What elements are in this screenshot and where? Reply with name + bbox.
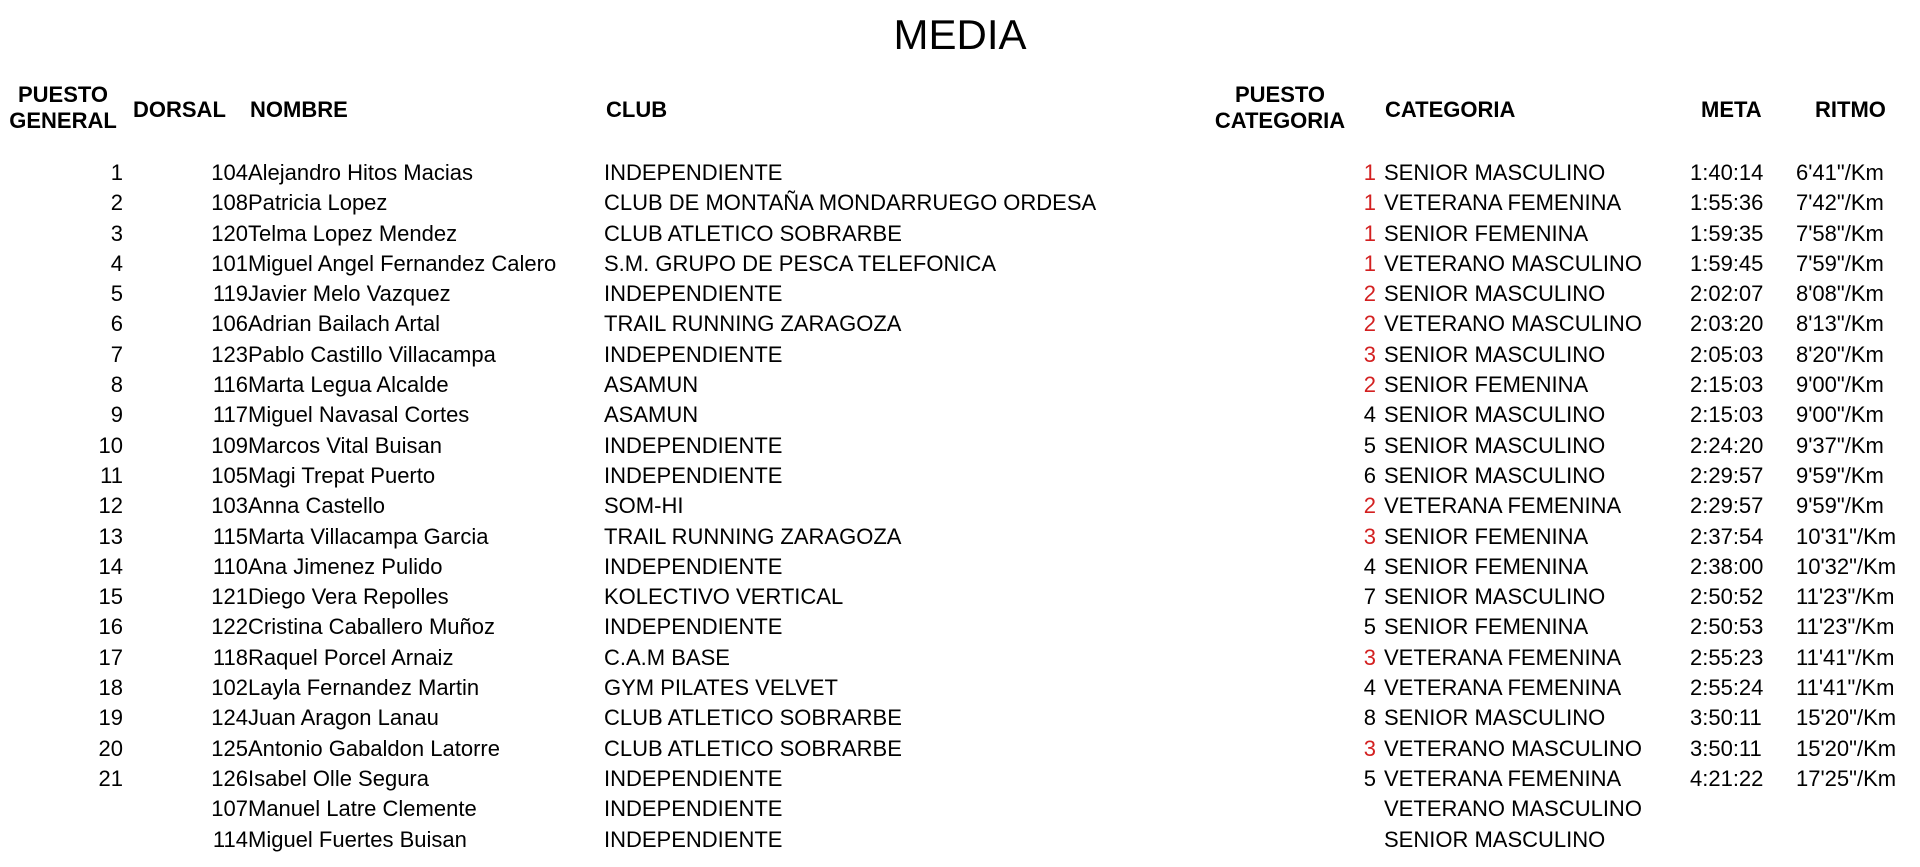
cell-dorsal: 103 <box>211 493 248 519</box>
cell-categoria: SENIOR MASCULINO <box>1384 462 1606 488</box>
cell-puesto-categoria: 1 <box>1363 220 1376 246</box>
cell-ritmo: 7'58"/Km <box>1796 220 1884 246</box>
cell-club: SOM-HI <box>604 493 684 519</box>
cell-ritmo: 8'20"/Km <box>1796 341 1884 367</box>
cell-categoria: SENIOR MASCULINO <box>1384 160 1606 185</box>
cell-dorsal: 126 <box>211 765 248 791</box>
cell-ritmo: 8'13"/Km <box>1796 311 1884 337</box>
header-nombre: NOMBRE <box>250 97 348 122</box>
table-row <box>0 370 1920 400</box>
cell-club: CLUB DE MONTAÑA MONDARRUEGO ORDESA <box>604 190 1097 216</box>
cell-nombre: Miguel Angel Fernandez Calero <box>248 250 557 276</box>
cell-nombre: Juan Aragon Lanau <box>248 705 439 731</box>
header-dorsal: DORSAL <box>133 97 226 122</box>
cell-club: CLUB ATLETICO SOBRARBE <box>604 220 902 246</box>
cell-ritmo: 15'20"/Km <box>1796 705 1897 731</box>
cell-puesto-general: 17 <box>98 644 123 670</box>
header-puesto-categoria-line2: CATEGORIA <box>1214 108 1346 133</box>
cell-meta: 3:50:11 <box>1690 705 1762 731</box>
cell-ritmo: 11'41"/Km <box>1796 675 1895 701</box>
cell-puesto-general: 3 <box>110 220 123 246</box>
cell-categoria: VETERANO MASCULINO <box>1384 250 1642 276</box>
cell-puesto-categoria: 3 <box>1363 735 1376 761</box>
cell-meta: 2:37:54 <box>1690 523 1764 549</box>
cell-club: INDEPENDIENTE <box>604 553 783 579</box>
cell-nombre: Raquel Porcel Arnaiz <box>248 644 454 670</box>
table-row <box>0 249 1920 279</box>
cell-nombre: Miguel Navasal Cortes <box>248 402 470 428</box>
cell-ritmo: 9'59"/Km <box>1796 462 1884 488</box>
header-puesto-general-line2: GENERAL <box>9 108 117 133</box>
cell-ritmo: 8'08"/Km <box>1796 281 1884 307</box>
cell-puesto-general: 4 <box>110 250 123 276</box>
cell-categoria: VETERANA FEMENINA <box>1384 644 1622 670</box>
cell-puesto-categoria: 4 <box>1363 402 1376 428</box>
cell-nombre: Telma Lopez Mendez <box>248 220 458 246</box>
cell-club: CLUB ATLETICO SOBRARBE <box>604 705 902 731</box>
table-row <box>0 461 1920 491</box>
cell-meta: 2:55:23 <box>1690 644 1764 670</box>
cell-puesto-categoria: 4 <box>1363 553 1376 579</box>
cell-nombre: Adrian Bailach Artal <box>248 311 440 337</box>
page-title: MEDIA <box>893 11 1027 58</box>
cell-dorsal: 125 <box>211 735 248 761</box>
cell-meta: 1:59:35 <box>1690 220 1764 246</box>
cell-ritmo: 7'42"/Km <box>1796 190 1884 216</box>
header-puesto-categoria-line1: PUESTO <box>1234 82 1326 107</box>
cell-puesto-categoria: 2 <box>1363 493 1376 519</box>
cell-nombre: Layla Fernandez Martin <box>248 675 480 701</box>
table-row <box>0 309 1920 339</box>
cell-nombre: Magi Trepat Puerto <box>248 462 436 488</box>
cell-puesto-general: 10 <box>98 432 123 458</box>
cell-nombre: Diego Vera Repolles <box>248 584 449 610</box>
cell-dorsal: 117 <box>212 402 248 428</box>
cell-categoria: VETERANO MASCULINO <box>1384 796 1642 822</box>
header-puesto-general <box>8 82 118 134</box>
cell-meta: 2:55:24 <box>1690 675 1764 701</box>
cell-meta: 2:29:57 <box>1690 493 1764 519</box>
cell-nombre: Ana Jimenez Pulido <box>248 553 443 579</box>
cell-club: C.A.M BASE <box>604 644 730 670</box>
cell-club: ASAMUN <box>604 372 699 398</box>
cell-dorsal: 120 <box>211 220 248 246</box>
table-row <box>0 582 1920 612</box>
cell-puesto-categoria: 3 <box>1363 644 1376 670</box>
cell-puesto-general: 14 <box>98 553 123 579</box>
cell-puesto-general: 1 <box>110 160 123 185</box>
cell-meta: 2:15:03 <box>1690 372 1764 398</box>
cell-ritmo: 10'32"/Km <box>1796 553 1897 579</box>
table-row <box>0 673 1920 703</box>
table-row <box>0 552 1920 582</box>
cell-categoria: VETERANO MASCULINO <box>1384 735 1642 761</box>
cell-meta: 2:38:00 <box>1690 553 1764 579</box>
cell-club: GYM PILATES VELVET <box>604 675 838 701</box>
cell-categoria: VETERANA FEMENINA <box>1384 765 1622 791</box>
cell-dorsal: 115 <box>212 523 248 549</box>
table-row <box>0 643 1920 673</box>
cell-dorsal: 110 <box>212 553 248 579</box>
cell-ritmo: 7'59"/Km <box>1796 250 1884 276</box>
cell-dorsal: 119 <box>212 281 248 307</box>
cell-club: KOLECTIVO VERTICAL <box>604 584 844 610</box>
cell-meta: 2:50:52 <box>1690 584 1764 610</box>
cell-club: INDEPENDIENTE <box>604 614 783 640</box>
table-row <box>0 431 1920 461</box>
cell-meta: 4:21:22 <box>1690 765 1764 791</box>
cell-puesto-categoria: 3 <box>1363 341 1376 367</box>
cell-dorsal: 104 <box>211 160 248 185</box>
cell-dorsal: 123 <box>211 341 248 367</box>
table-row <box>0 734 1920 764</box>
cell-ritmo: 6'41"/Km <box>1796 160 1884 185</box>
cell-club: INDEPENDIENTE <box>604 281 783 307</box>
cell-club: INDEPENDIENTE <box>604 432 783 458</box>
cell-meta: 2:50:53 <box>1690 614 1764 640</box>
cell-categoria: VETERANA FEMENINA <box>1384 190 1622 216</box>
cell-categoria: SENIOR MASCULINO <box>1384 432 1606 458</box>
cell-club: INDEPENDIENTE <box>604 796 783 822</box>
cell-categoria: SENIOR FEMENINA <box>1384 220 1589 246</box>
cell-categoria: VETERANO MASCULINO <box>1384 311 1642 337</box>
cell-club: INDEPENDIENTE <box>604 826 783 852</box>
cell-ritmo: 11'41"/Km <box>1796 644 1895 670</box>
cell-puesto-general: 15 <box>98 584 123 610</box>
cell-dorsal: 114 <box>212 826 248 852</box>
cell-puesto-general: 12 <box>98 493 123 519</box>
cell-puesto-general: 8 <box>110 372 123 398</box>
cell-meta: 2:05:03 <box>1690 341 1764 367</box>
cell-dorsal: 101 <box>211 250 248 276</box>
table-row <box>0 158 1920 188</box>
cell-puesto-categoria: 8 <box>1363 705 1376 731</box>
cell-ritmo: 15'20"/Km <box>1796 735 1897 761</box>
cell-ritmo: 9'00"/Km <box>1796 372 1884 398</box>
table-row <box>0 703 1920 733</box>
cell-nombre: Miguel Fuertes Buisan <box>248 826 467 852</box>
cell-meta: 1:40:14 <box>1690 160 1764 185</box>
cell-dorsal: 108 <box>211 190 248 216</box>
cell-puesto-categoria: 2 <box>1363 372 1376 398</box>
cell-nombre: Isabel Olle Segura <box>248 765 429 791</box>
cell-puesto-categoria: 1 <box>1363 190 1376 216</box>
cell-categoria: SENIOR MASCULINO <box>1384 705 1606 731</box>
cell-categoria: VETERANA FEMENINA <box>1384 675 1622 701</box>
cell-categoria: SENIOR MASCULINO <box>1384 584 1606 610</box>
cell-ritmo: 9'59"/Km <box>1796 493 1884 519</box>
cell-meta: 1:59:45 <box>1690 250 1764 276</box>
cell-nombre: Marta Villacampa Garcia <box>248 523 489 549</box>
cell-categoria: SENIOR MASCULINO <box>1384 826 1606 852</box>
cell-dorsal: 116 <box>212 372 248 398</box>
cell-dorsal: 121 <box>211 584 248 610</box>
cell-categoria: VETERANA FEMENINA <box>1384 493 1622 519</box>
cell-puesto-general: 7 <box>110 341 123 367</box>
cell-club: INDEPENDIENTE <box>604 462 783 488</box>
table-row <box>0 522 1920 552</box>
header-categoria: CATEGORIA <box>1385 97 1516 122</box>
header-puesto-categoria <box>1205 82 1355 134</box>
cell-puesto-general: 2 <box>110 190 123 216</box>
results-table-body <box>0 158 1920 855</box>
cell-puesto-categoria: 5 <box>1363 614 1376 640</box>
cell-club: INDEPENDIENTE <box>604 341 783 367</box>
cell-dorsal: 102 <box>211 675 248 701</box>
table-row <box>0 764 1920 794</box>
cell-ritmo: 9'00"/Km <box>1796 402 1884 428</box>
table-row <box>0 279 1920 309</box>
cell-puesto-categoria: 2 <box>1363 311 1376 337</box>
cell-ritmo: 11'23"/Km <box>1796 614 1895 640</box>
cell-puesto-general: 21 <box>98 765 123 791</box>
cell-nombre: Antonio Gabaldon Latorre <box>248 735 500 761</box>
cell-puesto-categoria: 6 <box>1363 462 1376 488</box>
cell-categoria: SENIOR MASCULINO <box>1384 402 1606 428</box>
cell-categoria: SENIOR FEMENINA <box>1384 372 1589 398</box>
cell-nombre: Marcos Vital Buisan <box>248 432 443 458</box>
table-row <box>0 219 1920 249</box>
cell-ritmo: 10'31"/Km <box>1796 523 1897 549</box>
cell-puesto-categoria: 5 <box>1363 432 1376 458</box>
cell-meta: 2:02:07 <box>1690 281 1764 307</box>
cell-meta: 3:50:11 <box>1690 735 1762 761</box>
cell-ritmo: 17'25"/Km <box>1796 765 1897 791</box>
cell-puesto-categoria: 3 <box>1363 523 1376 549</box>
cell-club: INDEPENDIENTE <box>604 160 783 185</box>
cell-puesto-general: 6 <box>110 311 123 337</box>
cell-categoria: SENIOR MASCULINO <box>1384 341 1606 367</box>
cell-dorsal: 109 <box>211 432 248 458</box>
header-ritmo: RITMO <box>1815 97 1886 122</box>
cell-ritmo: 9'37"/Km <box>1796 432 1884 458</box>
table-row <box>0 491 1920 521</box>
cell-nombre: Javier Melo Vazquez <box>248 281 451 307</box>
cell-ritmo: 11'23"/Km <box>1796 584 1895 610</box>
cell-club: TRAIL RUNNING ZARAGOZA <box>604 311 902 337</box>
table-row <box>0 400 1920 430</box>
cell-nombre: Manuel Latre Clemente <box>248 796 477 822</box>
cell-puesto-general: 9 <box>110 402 123 428</box>
cell-meta: 2:03:20 <box>1690 311 1764 337</box>
cell-puesto-general: 13 <box>98 523 123 549</box>
cell-categoria: SENIOR FEMENINA <box>1384 523 1589 549</box>
cell-puesto-general: 11 <box>100 462 123 488</box>
cell-nombre: Marta Legua Alcalde <box>248 372 449 398</box>
cell-puesto-general: 16 <box>98 614 123 640</box>
cell-nombre: Alejandro Hitos Macias <box>248 160 473 185</box>
cell-dorsal: 122 <box>211 614 248 640</box>
cell-categoria: SENIOR MASCULINO <box>1384 281 1606 307</box>
cell-dorsal: 124 <box>211 705 248 731</box>
cell-meta: 2:15:03 <box>1690 402 1764 428</box>
cell-puesto-categoria: 4 <box>1363 675 1376 701</box>
cell-puesto-categoria: 1 <box>1363 160 1376 185</box>
cell-club: CLUB ATLETICO SOBRARBE <box>604 735 902 761</box>
cell-puesto-categoria: 5 <box>1363 765 1376 791</box>
cell-dorsal: 105 <box>211 462 248 488</box>
cell-puesto-general: 5 <box>110 281 123 307</box>
cell-meta: 2:24:20 <box>1690 432 1764 458</box>
cell-puesto-categoria: 7 <box>1363 584 1376 610</box>
header-club: CLUB <box>606 97 668 122</box>
header-meta: META <box>1701 97 1762 122</box>
table-row <box>0 188 1920 218</box>
cell-puesto-categoria: 1 <box>1363 250 1376 276</box>
cell-dorsal: 106 <box>211 311 248 337</box>
cell-nombre: Cristina Caballero Muñoz <box>248 614 495 640</box>
cell-categoria: SENIOR FEMENINA <box>1384 553 1589 579</box>
cell-nombre: Pablo Castillo Villacampa <box>248 341 496 367</box>
cell-categoria: SENIOR FEMENINA <box>1384 614 1589 640</box>
table-row <box>0 340 1920 370</box>
cell-puesto-categoria: 2 <box>1363 281 1376 307</box>
table-row <box>0 825 1920 855</box>
cell-nombre: Patricia Lopez <box>248 190 388 216</box>
header-puesto-general-line1: PUESTO <box>17 82 109 107</box>
cell-dorsal: 118 <box>212 644 248 670</box>
cell-club: S.M. GRUPO DE PESCA TELEFONICA <box>604 250 997 276</box>
cell-dorsal: 107 <box>211 796 248 822</box>
cell-meta: 1:55:36 <box>1690 190 1764 216</box>
cell-puesto-general: 18 <box>98 675 123 701</box>
cell-nombre: Anna Castello <box>248 493 385 519</box>
cell-puesto-general: 19 <box>98 705 123 731</box>
table-row <box>0 794 1920 824</box>
cell-club: TRAIL RUNNING ZARAGOZA <box>604 523 902 549</box>
cell-club: INDEPENDIENTE <box>604 765 783 791</box>
table-row <box>0 612 1920 642</box>
cell-puesto-general: 20 <box>98 735 123 761</box>
cell-meta: 2:29:57 <box>1690 462 1764 488</box>
cell-club: ASAMUN <box>604 402 699 428</box>
